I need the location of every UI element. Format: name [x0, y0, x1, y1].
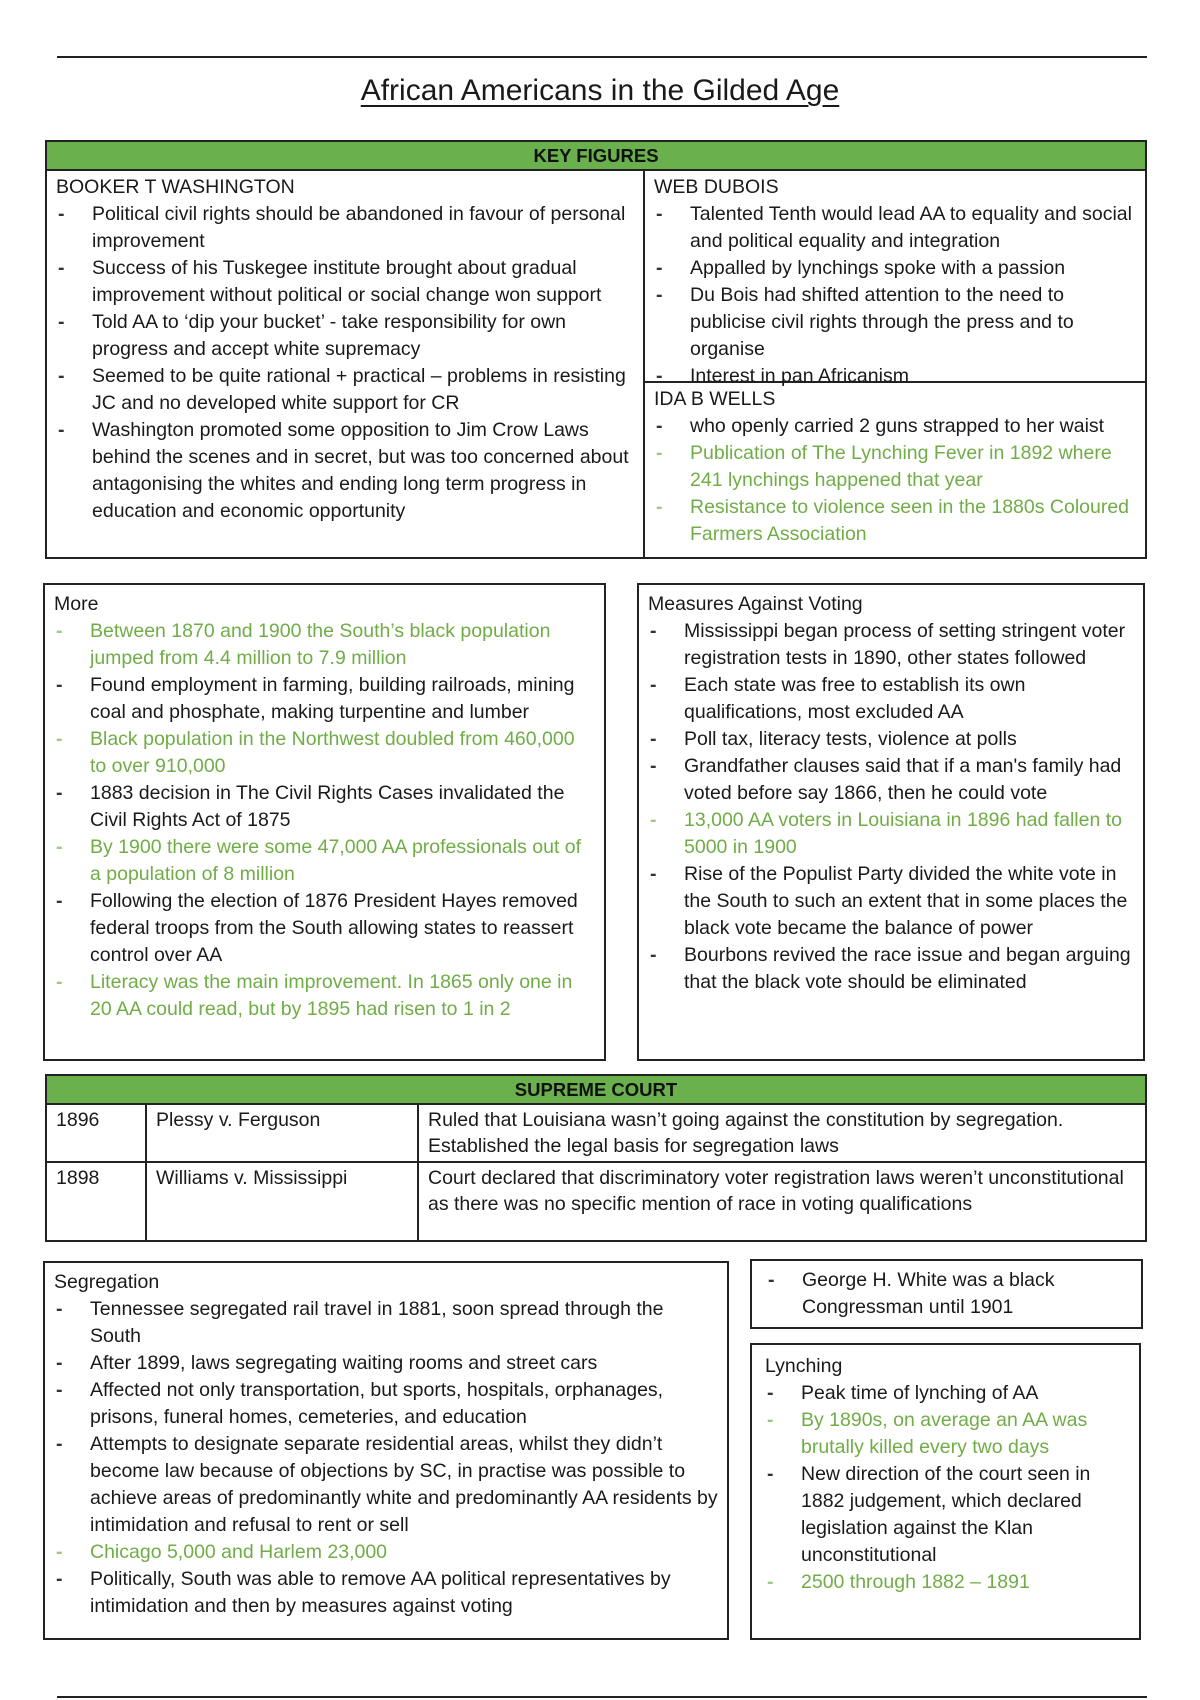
supreme-court-header: SUPREME COURT — [47, 1076, 1145, 1105]
voting-title: Measures Against Voting — [648, 593, 863, 615]
supreme-court-table — [47, 1105, 1145, 1242]
washington-section — [47, 171, 645, 559]
list-item: - 2500 through 1882 – 1891 — [765, 1569, 1131, 1596]
list-item: - By 1890s, on average an AA was brutally killed every two days — [765, 1407, 1131, 1461]
bottom-rule — [57, 1696, 1147, 1698]
more-box — [43, 583, 606, 1061]
more-title: More — [54, 593, 99, 615]
segregation-box — [43, 1261, 729, 1640]
white-note-list — [766, 1267, 1133, 1321]
list-item: - By 1900 there were some 47,000 AA professionals out of a population of 8 million — [54, 834, 596, 888]
dubois-section — [645, 171, 1145, 387]
list-item: - Each state was free to establish its own qualifications, most excluded AA — [648, 672, 1135, 726]
list-item: - Du Bois had shifted attention to the need to publicise civil rights through the press and to organise — [654, 282, 1137, 363]
list-item: - Seemed to be quite rational + practical – problems in resisting JC and no developed white support for CR — [56, 363, 635, 417]
list-item: - Success of his Tuskegee institute brought about gradual improvement without political or social change won support — [56, 255, 635, 309]
list-item: - Interest in pan Africanism — [654, 363, 1137, 390]
list-item: - Politically, South was able to remove AA political representatives by intimidation and then by measures against voting — [54, 1566, 719, 1620]
top-rule — [57, 56, 1147, 58]
list-item: - Told AA to ‘dip your bucket’ - take responsibility for own progress and accept white supremacy — [56, 309, 635, 363]
list-item: - Tennessee segregated rail travel in 1881, soon spread through the South — [54, 1296, 719, 1350]
lynching-list — [765, 1380, 1131, 1596]
list-item: - After 1899, laws segregating waiting rooms and street cars — [54, 1350, 719, 1377]
list-item: - Political civil rights should be abandoned in favour of personal improvement — [56, 201, 635, 255]
list-item: - Literacy was the main improvement. In 1865 only one in 20 AA could read, but by 1895 had risen to 1 in 2 — [54, 969, 596, 1023]
list-item: - Rise of the Populist Party divided the white vote in the South to such an extent that in some places the black vote became the balance of power — [648, 861, 1135, 942]
voting-list — [648, 618, 1135, 996]
list-item: - Talented Tenth would lead AA to equality and social and political equality and integration — [654, 201, 1137, 255]
list-item: - Mississippi began process of setting stringent voter registration tests in 1890, other states followed — [648, 618, 1135, 672]
list-item: - Appalled by lynchings spoke with a passion — [654, 255, 1137, 282]
table-row — [47, 1105, 1145, 1162]
white-note-box — [750, 1259, 1143, 1329]
supreme-court-box — [45, 1074, 1147, 1242]
dubois-title: WEB DUBOIS — [654, 176, 779, 198]
list-item: - George H. White was a black Congressman until 1901 — [766, 1267, 1133, 1321]
wells-title: IDA B WELLS — [654, 388, 776, 410]
case-ruling: Court declared that discriminatory voter registration laws weren’t unconstitutional as there was no specific mention of race in voting qualifications — [418, 1162, 1145, 1242]
list-item: - Black population in the Northwest doubled from 460,000 to over 910,000 — [54, 726, 596, 780]
list-item: - Peak time of lynching of AA — [765, 1380, 1131, 1407]
list-item: - Between 1870 and 1900 the South’s black population jumped from 4.4 million to 7.9 million — [54, 618, 596, 672]
list-item: - New direction of the court seen in 1882 judgement, which declared legislation against the Klan unconstitutional — [765, 1461, 1131, 1569]
list-item: - Following the election of 1876 President Hayes removed federal troops from the South allowing states to reassert control over AA — [54, 888, 596, 969]
case-name: Williams v. Mississippi — [146, 1162, 418, 1242]
case-name: Plessy v. Ferguson — [146, 1105, 418, 1162]
list-item: - Found employment in farming, building railroads, mining coal and phosphate, making turpentine and lumber — [54, 672, 596, 726]
list-item: - Bourbons revived the race issue and began arguing that the black vote should be eliminated — [648, 942, 1135, 996]
more-list — [54, 618, 596, 1023]
key-figures-box — [45, 140, 1147, 559]
list-item: - Washington promoted some opposition to Jim Crow Laws behind the scenes and in secret, but was too concerned about antagonising the whites and ending long term progress in education and economic opportunity — [56, 417, 635, 525]
segregation-title: Segregation — [54, 1271, 160, 1293]
case-year: 1896 — [47, 1105, 146, 1162]
list-item: - Attempts to designate separate residential areas, whilst they didn’t become law because of objections by SC, in practise was possible to achieve areas of predominantly white and predominantly AA residents by intimidation and refusal to rent or sell — [54, 1431, 719, 1539]
list-item: - Poll tax, literacy tests, violence at polls — [648, 726, 1135, 753]
page-title: African Americans in the Gilded Age — [360, 74, 840, 107]
wells-list — [654, 413, 1137, 548]
key-figures-header: KEY FIGURES — [47, 142, 1145, 171]
list-item: - Publication of The Lynching Fever in 1892 where 241 lynchings happened that year — [654, 440, 1137, 494]
list-item: - 13,000 AA voters in Louisiana in 1896 had fallen to 5000 in 1900 — [648, 807, 1135, 861]
list-item: - Affected not only transportation, but sports, hospitals, orphanages, prisons, funeral homes, cemeteries, and education — [54, 1377, 719, 1431]
wells-section — [645, 383, 1145, 557]
washington-list — [56, 201, 635, 525]
list-item: - Grandfather clauses said that if a man's family had voted before say 1866, then he could vote — [648, 753, 1135, 807]
list-item: - Chicago 5,000 and Harlem 23,000 — [54, 1539, 719, 1566]
case-ruling: Ruled that Louisiana wasn’t going against the constitution by segregation. Established the legal basis for segregation laws — [418, 1105, 1145, 1162]
lynching-title: Lynching — [765, 1355, 843, 1377]
list-item: - who openly carried 2 guns strapped to her waist — [654, 413, 1137, 440]
dubois-list — [654, 201, 1137, 390]
case-year: 1898 — [47, 1162, 146, 1242]
voting-box — [637, 583, 1145, 1061]
lynching-box — [750, 1343, 1141, 1640]
table-row — [47, 1162, 1145, 1242]
list-item: - 1883 decision in The Civil Rights Cases invalidated the Civil Rights Act of 1875 — [54, 780, 596, 834]
segregation-list — [54, 1296, 719, 1620]
list-item: - Resistance to violence seen in the 1880s Coloured Farmers Association — [654, 494, 1137, 548]
washington-title: BOOKER T WASHINGTON — [56, 176, 295, 198]
